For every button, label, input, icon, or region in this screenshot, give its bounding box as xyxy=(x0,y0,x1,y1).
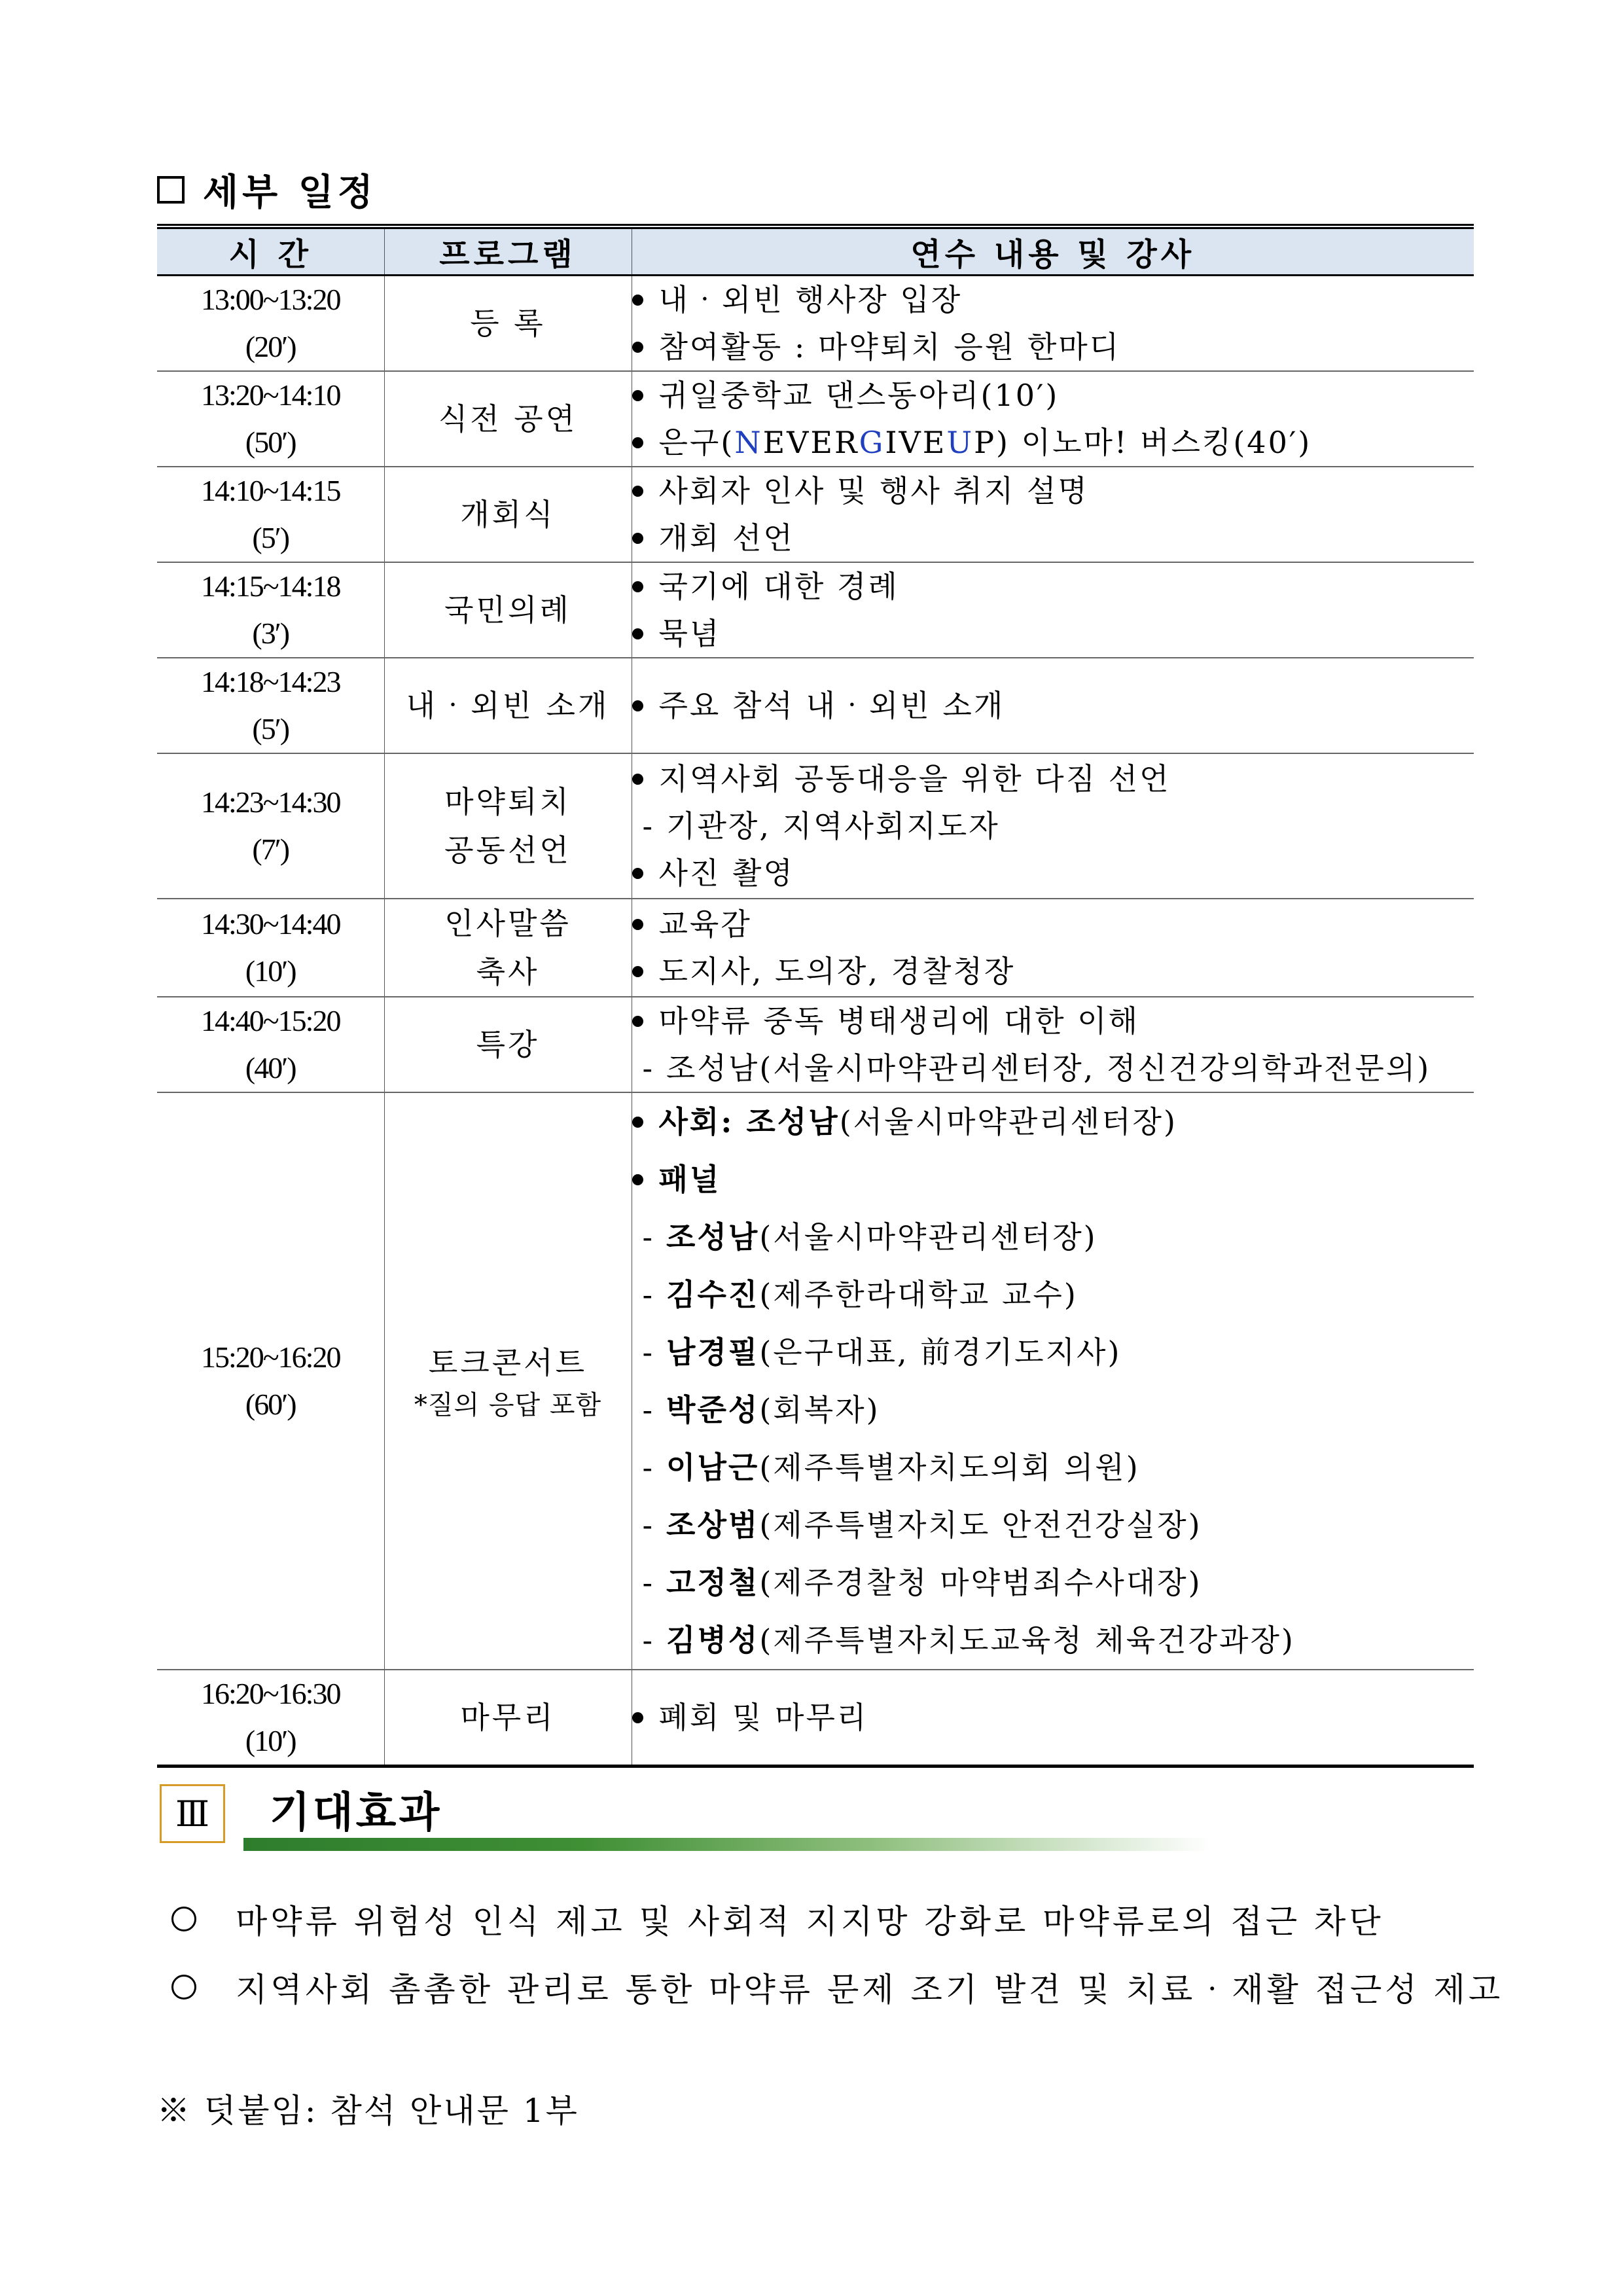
bullet-icon xyxy=(632,342,643,353)
content-text: 사회자 인사 및 행사 취지 설명 xyxy=(658,473,1089,509)
time-cell xyxy=(157,753,384,899)
content-text: (제주한라대학교 교수) xyxy=(759,1277,1078,1312)
content-line xyxy=(632,276,1474,323)
content-line xyxy=(632,610,1474,657)
content-name: 남경필 xyxy=(666,1335,760,1370)
content-text-part: P) 이노마! 버스킹(40′) xyxy=(974,425,1312,460)
time-duration: (40′) xyxy=(245,1051,296,1085)
content-line xyxy=(632,1208,1474,1266)
content-text-part: N xyxy=(734,425,763,460)
content-text: 사진 촬영 xyxy=(658,855,794,891)
dash-icon: - xyxy=(642,1219,655,1255)
time-duration: (5′) xyxy=(252,712,289,745)
program-cell xyxy=(384,276,632,372)
bullet-icon xyxy=(632,868,643,879)
bullet-icon xyxy=(632,437,643,448)
program-note: *질의 응답 포함 xyxy=(414,1390,602,1420)
time-range: 14:18~14:23 xyxy=(201,665,340,698)
content-text: (제주특별자치도교육청 체육건강과장) xyxy=(759,1623,1295,1658)
program-name: 마약퇴치 xyxy=(444,784,571,819)
schedule-heading-text: 세부 일정 xyxy=(203,171,377,214)
dash-icon: - xyxy=(642,1335,655,1370)
section-number-badge: Ⅲ xyxy=(160,1784,225,1843)
content-line xyxy=(632,514,1474,562)
content-cell xyxy=(632,997,1474,1092)
content-text: (서울시마약관리센터장) xyxy=(759,1219,1097,1255)
schedule-heading xyxy=(157,164,377,216)
dash-icon: - xyxy=(642,1277,655,1312)
bullet-icon xyxy=(632,1117,643,1128)
content-text: 교육감 xyxy=(658,906,752,942)
time-cell xyxy=(157,1092,384,1670)
content-name: 김병성 xyxy=(666,1623,760,1658)
time-duration: (5′) xyxy=(252,521,289,554)
content-line xyxy=(632,372,1474,419)
content-cell xyxy=(632,658,1474,753)
time-range: 14:23~14:30 xyxy=(201,785,340,819)
content-text: (서울시마약관리센터장) xyxy=(839,1104,1177,1139)
program-name: 내‧외빈 소개 xyxy=(406,688,610,723)
program-name: 개회식 xyxy=(460,497,556,532)
content-line xyxy=(632,1266,1474,1323)
dash-icon: - xyxy=(642,1450,655,1485)
content-cell xyxy=(632,371,1474,467)
time-cell xyxy=(157,997,384,1092)
time-range: 14:15~14:18 xyxy=(201,569,340,603)
dash-icon: - xyxy=(642,808,655,844)
dash-icon: - xyxy=(642,1507,655,1543)
time-cell xyxy=(157,276,384,372)
attachment-note: ※ 덧붙임: 참석 안내문 1부 xyxy=(157,2092,579,2130)
bullet-icon xyxy=(632,390,643,401)
bullet-icon xyxy=(632,1016,643,1027)
expected-effects-heading xyxy=(160,1779,1207,1857)
program-cell xyxy=(384,899,632,997)
time-range: 14:30~14:40 xyxy=(201,907,340,941)
program-name: 공동선언 xyxy=(444,833,571,868)
time-duration: (60′) xyxy=(245,1388,296,1421)
table-row xyxy=(157,467,1474,562)
table-row xyxy=(157,899,1474,997)
time-duration: (10′) xyxy=(245,954,296,988)
bullet-icon xyxy=(632,628,643,639)
content-line xyxy=(632,1045,1474,1092)
content-line xyxy=(632,1694,1474,1741)
content-line xyxy=(632,755,1474,802)
content-line xyxy=(632,419,1474,466)
time-duration: (50′) xyxy=(245,425,296,459)
content-cell xyxy=(632,1092,1474,1670)
content-text: (회복자) xyxy=(759,1392,880,1427)
content-text: 국기에 대한 경례 xyxy=(658,569,899,604)
schedule-table xyxy=(157,224,1474,1768)
content-line xyxy=(632,1381,1474,1439)
content-text-part: U xyxy=(946,425,974,460)
content-line xyxy=(632,1093,1474,1151)
time-cell xyxy=(157,658,384,753)
program-cell xyxy=(384,371,632,467)
time-cell xyxy=(157,371,384,467)
content-name: 고정철 xyxy=(666,1565,760,1600)
list-item-text: 마약류 위험성 인식 제고 및 사회적 지지망 강화로 마약류로의 접근 차단 xyxy=(236,1903,1384,1941)
content-line xyxy=(632,1323,1474,1381)
heading-gradient-bar xyxy=(243,1838,1212,1851)
content-line xyxy=(632,997,1474,1045)
schedule-header-row xyxy=(157,226,1474,276)
bullet-icon xyxy=(632,966,643,977)
program-cell xyxy=(384,1670,632,1767)
content-name: 박준성 xyxy=(666,1392,760,1427)
content-text: 개회 선언 xyxy=(658,520,794,556)
content-line xyxy=(632,682,1474,729)
program-name: 인사말씀 xyxy=(444,906,571,941)
bullet-icon xyxy=(632,1712,643,1723)
program-name: 식전 공연 xyxy=(438,401,578,437)
content-name: 김수진 xyxy=(666,1277,760,1312)
circle-bullet-icon xyxy=(171,1975,196,2000)
content-text-part: G xyxy=(859,425,885,460)
content-text: 도지사, 도의장, 경찰청장 xyxy=(658,954,1016,989)
program-cell xyxy=(384,562,632,658)
time-duration: (3′) xyxy=(252,617,289,650)
bullet-icon xyxy=(632,295,643,306)
content-text: (제주경찰청 마약범죄수사대장) xyxy=(759,1565,1202,1600)
content-text: 폐회 및 마무리 xyxy=(658,1700,868,1735)
content-name: 사회: 조성남 xyxy=(658,1104,840,1139)
dash-icon: - xyxy=(642,1565,655,1600)
program-name: 특강 xyxy=(476,1027,540,1062)
time-cell xyxy=(157,1670,384,1767)
content-cell xyxy=(632,753,1474,899)
content-text-part: 은구( xyxy=(658,425,735,460)
content-name: 조상범 xyxy=(666,1507,760,1543)
time-range: 16:20~16:30 xyxy=(201,1677,340,1710)
dash-icon: - xyxy=(642,1392,655,1427)
time-range: 13:00~13:20 xyxy=(201,283,340,316)
table-row xyxy=(157,658,1474,753)
time-cell xyxy=(157,467,384,562)
bullet-icon xyxy=(632,581,643,592)
program-cell xyxy=(384,1092,632,1670)
content-line xyxy=(632,948,1474,995)
expected-effects-title: 기대효과 xyxy=(270,1789,442,1837)
program-cell xyxy=(384,753,632,899)
table-row xyxy=(157,276,1474,372)
content-cell xyxy=(632,899,1474,997)
bullet-icon xyxy=(632,774,643,785)
content-text: 참여활동 : 마약퇴치 응원 한마디 xyxy=(658,329,1121,365)
header-content: 연수 내용 및 강사 xyxy=(632,226,1474,276)
bullet-icon xyxy=(632,486,643,497)
content-name: 이남근 xyxy=(666,1450,760,1485)
time-range: 14:40~15:20 xyxy=(201,1004,340,1037)
content-cell xyxy=(632,467,1474,562)
content-line xyxy=(632,563,1474,610)
content-text: (은구대표, 前경기도지사) xyxy=(759,1335,1122,1370)
program-name: 토크콘서트 xyxy=(428,1345,588,1380)
circle-bullet-icon xyxy=(171,1907,196,1931)
table-row xyxy=(157,753,1474,899)
time-cell xyxy=(157,562,384,658)
time-duration: (10′) xyxy=(245,1724,296,1757)
content-text: 지역사회 공동대응을 위한 다짐 선언 xyxy=(658,761,1171,797)
content-text: 마약류 중독 병태생리에 대한 이해 xyxy=(658,1003,1140,1039)
program-cell xyxy=(384,467,632,562)
program-cell xyxy=(384,658,632,753)
content-text: (제주특별자치도의회 의원) xyxy=(759,1450,1140,1485)
list-item-text: 지역사회 촘촘한 관리로 통한 마약류 문제 조기 발견 및 치료‧재활 접근성 제고 xyxy=(236,1971,1504,2009)
program-name: 축사 xyxy=(476,954,540,990)
content-line xyxy=(632,1151,1474,1208)
bullet-icon xyxy=(632,1174,643,1185)
table-row xyxy=(157,562,1474,658)
table-row xyxy=(157,1092,1474,1670)
content-line xyxy=(632,1611,1474,1669)
content-text: 묵념 xyxy=(658,616,721,651)
content-text-part: EVER xyxy=(762,425,859,460)
time-cell xyxy=(157,899,384,997)
content-line xyxy=(632,323,1474,370)
program-name: 국민의례 xyxy=(444,592,571,628)
table-row xyxy=(157,371,1474,467)
time-range: 15:20~16:20 xyxy=(201,1340,340,1374)
content-line xyxy=(632,1439,1474,1496)
list-item xyxy=(171,1953,1503,2021)
square-marker-icon xyxy=(157,176,185,204)
expected-effects-list xyxy=(171,1885,1503,2021)
content-text: 조성남(서울시마약관리센터장, 정신건강의학과전문의) xyxy=(666,1050,1431,1086)
content-cell xyxy=(632,1670,1474,1767)
bullet-icon xyxy=(632,533,643,544)
content-line xyxy=(632,802,1474,850)
content-text: 기관장, 지역사회지도자 xyxy=(666,808,1000,844)
content-text: 귀일중학교 댄스동아리(10′) xyxy=(658,378,1060,413)
content-name: 조성남 xyxy=(666,1219,760,1255)
content-line xyxy=(632,1554,1474,1611)
time-duration: (20′) xyxy=(245,330,296,363)
time-range: 13:20~14:10 xyxy=(201,378,340,412)
content-text-part: IVE xyxy=(885,425,947,460)
content-text: (제주특별자치도 안전건강실장) xyxy=(759,1507,1202,1543)
dash-icon: - xyxy=(642,1623,655,1658)
time-range: 14:10~14:15 xyxy=(201,474,340,507)
program-name: 등 록 xyxy=(470,306,546,341)
content-cell xyxy=(632,276,1474,372)
header-time: 시 간 xyxy=(157,226,384,276)
content-line xyxy=(632,901,1474,948)
program-cell xyxy=(384,997,632,1092)
table-row xyxy=(157,1670,1474,1767)
header-program: 프로그램 xyxy=(384,226,632,276)
table-row xyxy=(157,997,1474,1092)
content-cell xyxy=(632,562,1474,658)
time-duration: (7′) xyxy=(252,833,289,866)
bullet-icon xyxy=(632,919,643,930)
content-line xyxy=(632,467,1474,514)
content-name: 패널 xyxy=(658,1162,721,1197)
content-text: 주요 참석 내‧외빈 소개 xyxy=(658,688,1005,723)
content-text: 내‧외빈 행사장 입장 xyxy=(658,282,963,317)
bullet-icon xyxy=(632,700,643,711)
program-name: 마무리 xyxy=(460,1700,556,1735)
dash-icon: - xyxy=(642,1050,655,1086)
list-item xyxy=(171,1885,1503,1953)
content-line xyxy=(632,850,1474,897)
content-line xyxy=(632,1496,1474,1554)
